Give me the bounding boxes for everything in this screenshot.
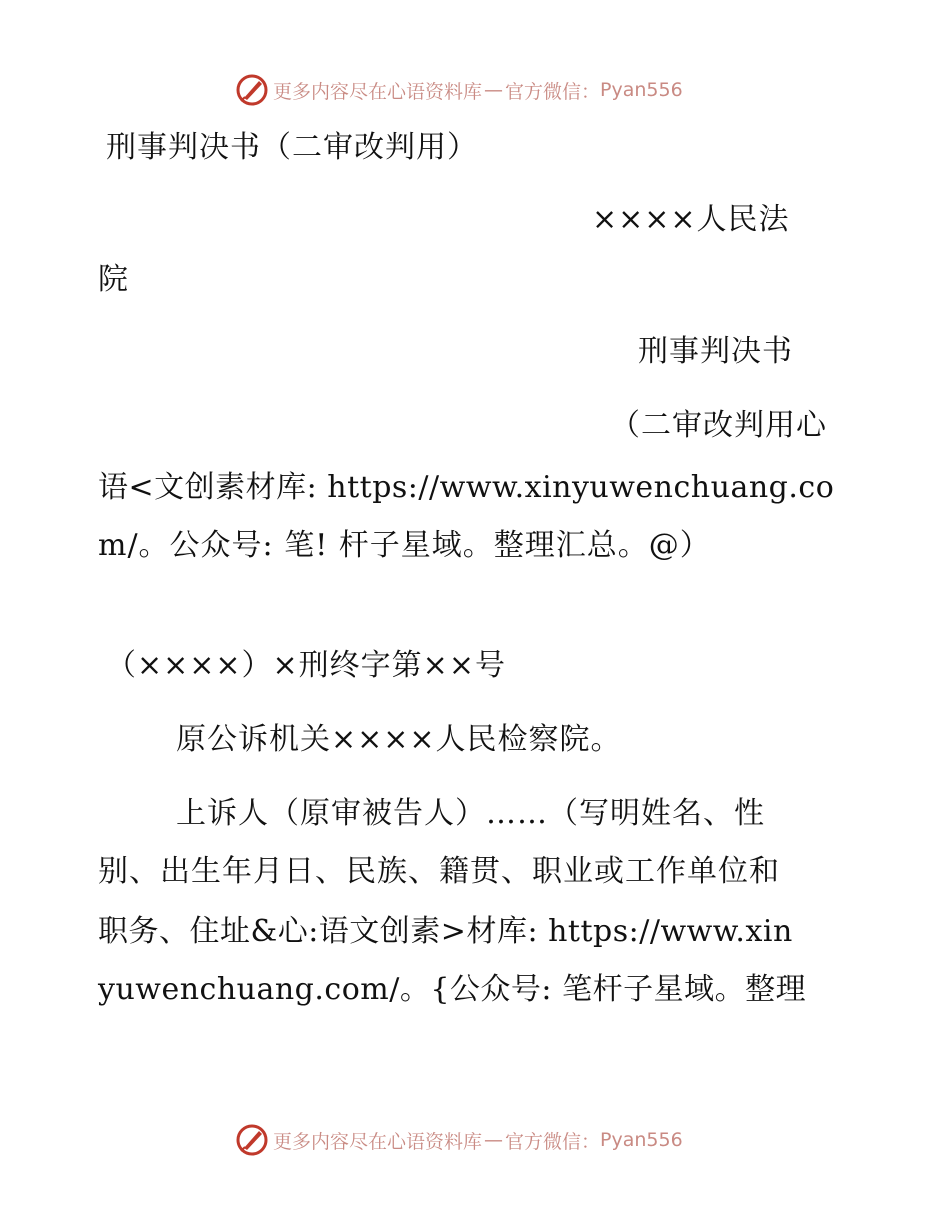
appellant-line4: yuwenchuang.com/。{公众号: 笔杆子星域。整理 [98, 972, 807, 1007]
case-number: （××××）×刑终字第××号 [106, 648, 506, 683]
document-type: 刑事判决书 [638, 334, 793, 369]
watermark-separator: — [484, 79, 504, 101]
watermark-wechat-label: 官方微信： [505, 1130, 601, 1153]
watermark-wechat-id: Pyan556 [600, 79, 683, 101]
document-heading: 刑事判决书（二审改判用） [106, 130, 478, 165]
appellant-line3: 职务、住址&心:语文创素>材库: https://www.xin [98, 914, 793, 949]
document-subtitle-line1: （二审改判用心 [610, 408, 827, 443]
watermark-separator: — [484, 1129, 504, 1151]
watermark-wechat-id: Pyan556 [600, 1129, 683, 1151]
document-subtitle-line3: m/。公众号: 笔! 杆子星域。整理汇总。@） [98, 528, 711, 563]
watermark-top [235, 72, 683, 108]
watermark-text: 更多内容尽在心语资料库 [273, 1130, 483, 1153]
quill-logo-icon [235, 73, 269, 107]
court-name-line1: ××××人民法 [592, 202, 790, 237]
prosecutor-line: 原公诉机关××××人民检察院。 [176, 722, 622, 757]
document-subtitle-line2: 语<文创素材库: https://www.xinyuwenchuang.co [98, 470, 835, 505]
appellant-line1: 上诉人（原审被告人）……（写明姓名、性 [176, 796, 765, 831]
appellant-line2: 别、出生年月日、民族、籍贯、职业或工作单位和 [98, 854, 780, 889]
quill-logo-icon [235, 1123, 269, 1157]
watermark-bottom [235, 1122, 683, 1158]
watermark-text: 更多内容尽在心语资料库 [273, 80, 483, 103]
court-name-line2: 院 [98, 262, 129, 297]
watermark-wechat-label: 官方微信： [505, 80, 601, 103]
